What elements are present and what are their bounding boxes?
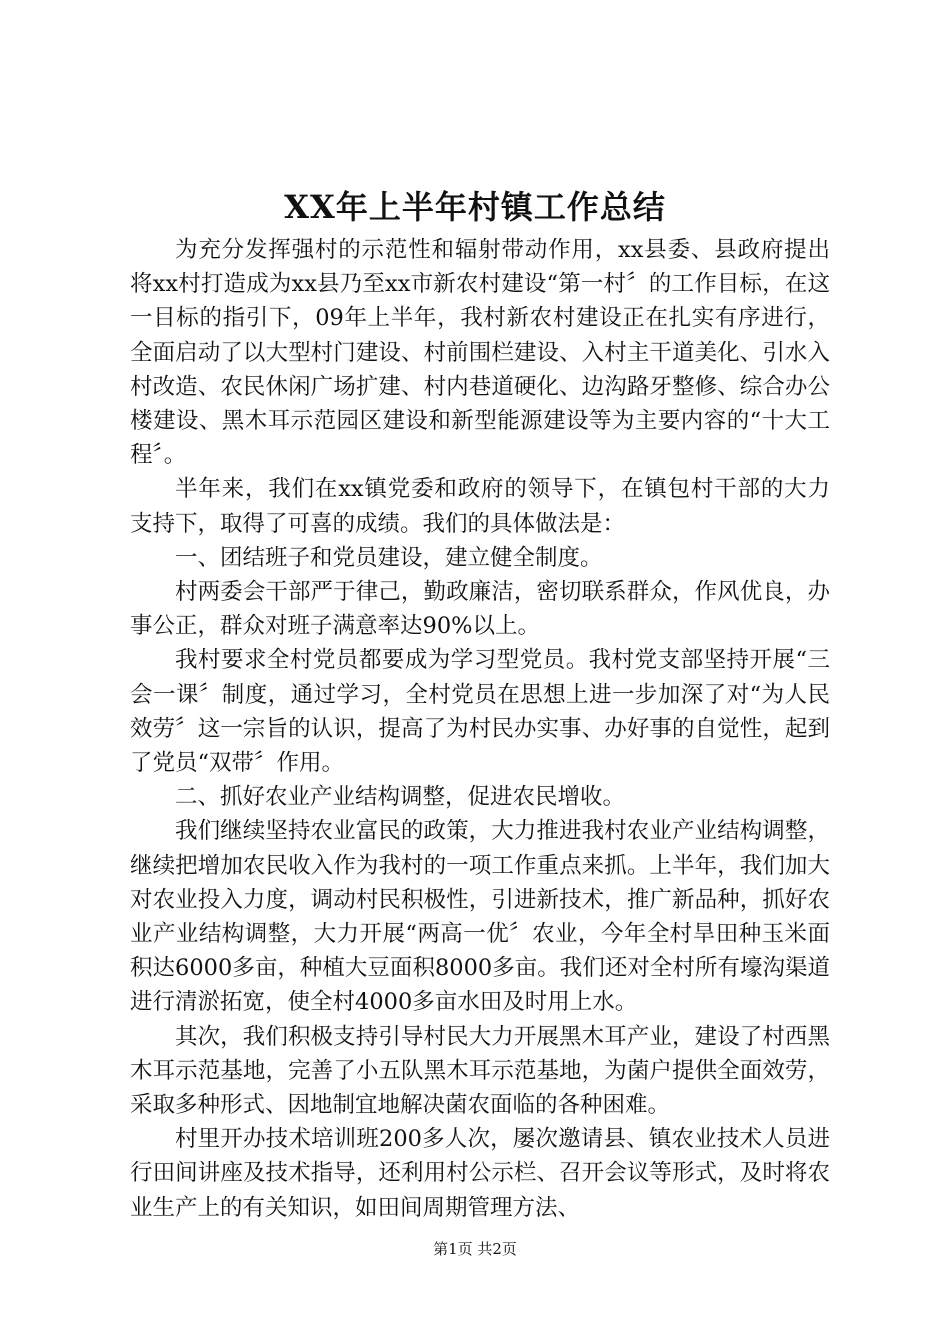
paragraph-training: 村里开办技术培训班200多人次，屡次邀请县、镇农业技术人员进行田间讲座及技术指导，还利用村公示栏、召开会议等形式，及时将农业生产上的有关知识，如田间周期管理方法、 [130,1126,830,1221]
paragraph-intro: 为充分发挥强村的示范性和辐射带动作用，xx县委、县政府提出将xx村打造成为xx县乃至xx市新农村建设“第一村〞的工作目标，在这一目标的指引下，09年上半年，我村新农村建设正在扎实有序进行，全面启动了以大型村门建设、村前围栏建设、入村主干道美化、引水入村改造、农民休闲广场扩建、村内巷道硬化、边沟路牙整修、综合办公楼建设、黑木耳示范园区建设和新型能源建设等为主要内容的“十大工程〞。 [130,237,830,469]
section-heading-1: 一、团结班子和党员建设，建立健全制度。 [175,544,603,571]
page-number-footer: 第1页 共2页 [433,1240,517,1258]
document-body [130,233,830,1225]
paragraph-agriculture: 我们继续坚持农业富民的政策，大力推进我村农业产业结构调整，继续把增加农民收入作为我村的一项工作重点来抓。上半年，我们加大对农业投入力度，调动村民积极性，引进新技术，推广新品种，抓好农业产业结构调整，大力开展“两高一优〞农业，今年全村旱田种玉米面积达6000多亩，种植大豆面积8000多亩。我们还对全村所有壕沟渠道进行清淤拓宽，使全村4000多亩水田及时用上水。 [130,818,830,1016]
paragraph-party-members: 我村要求全村党员都要成为学习型党员。我村党支部坚持开展“三会一课〞制度，通过学习，全村党员在思想上进一步加深了对“为人民效劳〞这一宗旨的认识，提高了为村民办实事、办好事的自觉性，起到了党员“双带〞作用。 [130,647,830,777]
paragraph-half-year: 半年来，我们在xx镇党委和政府的领导下，在镇包村干部的大力支持下，取得了可喜的成绩。我们的具体做法是： [130,476,830,537]
paragraph-cadres: 村两委会干部严于律己，勤政廉洁，密切联系群众，作风优良，办事公正，群众对班子满意率达90%以上。 [130,579,830,640]
paragraph-black-fungus: 其次，我们积极支持引导村民大力开展黑木耳产业，建设了村西黑木耳示范基地，完善了小五队黑木耳示范基地，为菌户提供全面效劳，采取多种形式、因地制宜地解决菌农面临的各种困难。 [130,1023,830,1119]
section-heading-2: 二、抓好农业产业结构调整，促进农民增收。 [175,784,626,811]
document-title: XX年上半年村镇工作总结 [284,188,666,226]
